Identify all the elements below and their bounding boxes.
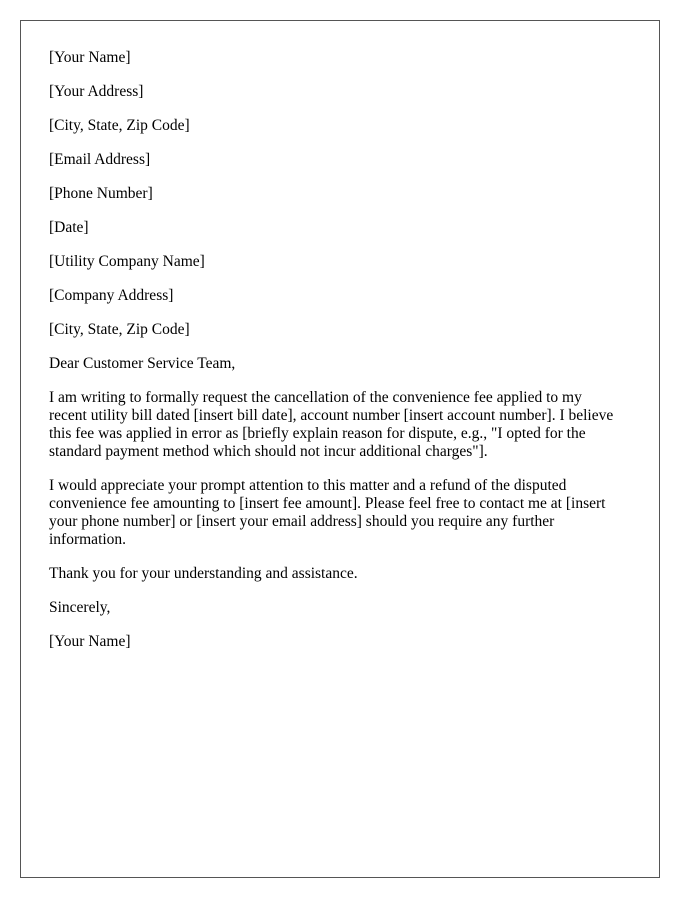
salutation: Dear Customer Service Team, bbox=[49, 355, 236, 372]
letter-content bbox=[49, 49, 639, 667]
closing: Sincerely, bbox=[49, 599, 111, 616]
body-paragraph-2-line: I would appreciate your prompt attention to this matter and a refund of the disputed bbox=[49, 477, 567, 494]
body-paragraph-2-line: your phone number] or [insert your email address] should you require any further bbox=[49, 513, 555, 530]
signature-name: [Your Name] bbox=[49, 633, 131, 650]
body-paragraph-2-line: information. bbox=[49, 531, 127, 548]
sender-phone: [Phone Number] bbox=[49, 185, 153, 202]
recipient-company-name: [Utility Company Name] bbox=[49, 253, 205, 270]
sender-city-state-zip: [City, State, Zip Code] bbox=[49, 117, 190, 134]
body-paragraph-2 bbox=[49, 477, 639, 549]
body-paragraph-3: Thank you for your understanding and assistance. bbox=[49, 565, 358, 582]
sender-name: [Your Name] bbox=[49, 49, 131, 66]
sender-address: [Your Address] bbox=[49, 83, 144, 100]
letter-page bbox=[20, 20, 660, 878]
letter-date: [Date] bbox=[49, 219, 89, 236]
recipient-city-state-zip: [City, State, Zip Code] bbox=[49, 321, 190, 338]
sender-email: [Email Address] bbox=[49, 151, 151, 168]
body-paragraph-2-line: convenience fee amounting to [insert fee amount]. Please feel free to contact me at [insert bbox=[49, 495, 606, 512]
body-paragraph-1-line: standard payment method which should not incur additional charges"]. bbox=[49, 443, 488, 460]
body-paragraph-1-line: recent utility bill dated [insert bill date], account number [insert account number]. I believe bbox=[49, 407, 614, 424]
body-paragraph-1-line: this fee was applied in error as [briefly explain reason for dispute, e.g., "I opted for the bbox=[49, 425, 586, 442]
body-paragraph-1-line: I am writing to formally request the cancellation of the convenience fee applied to my bbox=[49, 389, 582, 406]
body-paragraph-1 bbox=[49, 389, 639, 461]
recipient-company-address: [Company Address] bbox=[49, 287, 174, 304]
